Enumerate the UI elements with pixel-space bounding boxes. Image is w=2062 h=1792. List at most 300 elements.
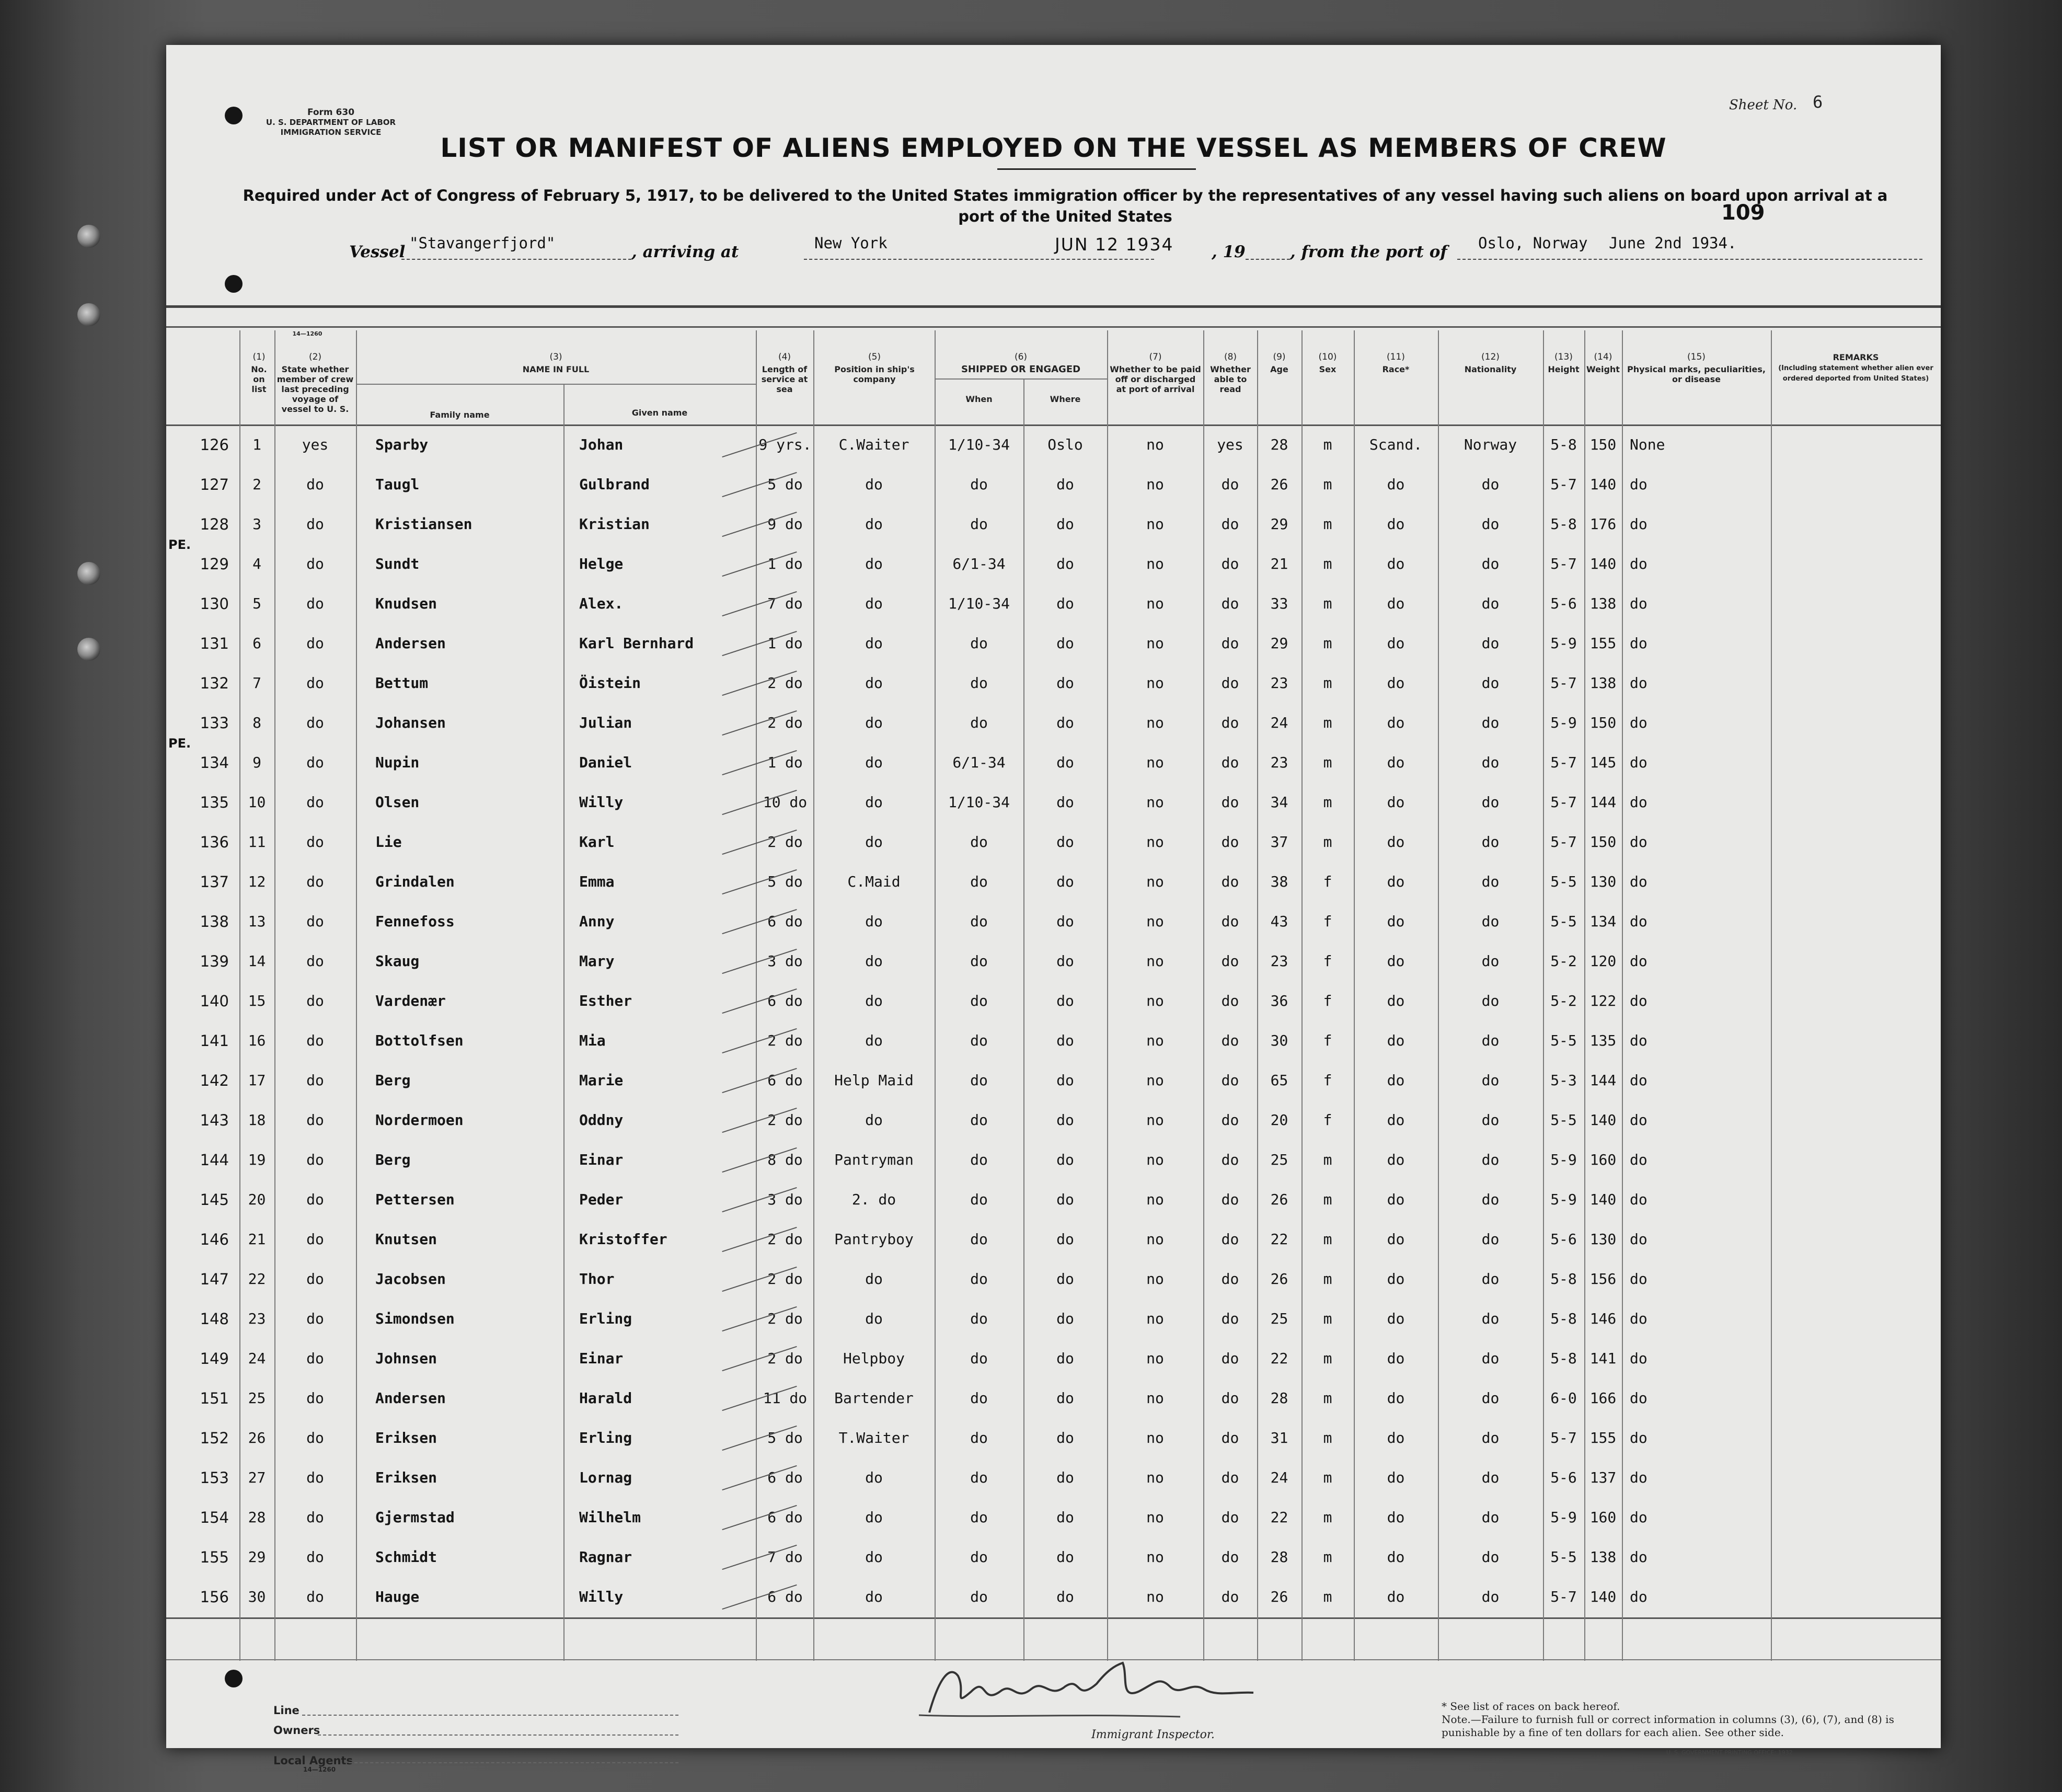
header-remarks: REMARKS (Including statement whether alien ever ordered deported from United States) bbox=[1778, 352, 1933, 383]
cell-age: 25 bbox=[1270, 1151, 1288, 1168]
subtitle-line-1: Required under Act of Congress of February 5, 1917, to be delivered to the United States immigration officer by the representatives of any vessel having such aliens on board upon arrival at a bbox=[243, 187, 1888, 204]
cell-height: 5-6 bbox=[1550, 1231, 1577, 1248]
cell-paid: no bbox=[1146, 714, 1164, 731]
cell-marks: do bbox=[1630, 873, 1648, 890]
cell-when: do bbox=[970, 1310, 988, 1327]
cell-race: Scand. bbox=[1369, 436, 1423, 453]
cell-service: 2 do bbox=[767, 1231, 803, 1248]
cell-read: do bbox=[1221, 476, 1239, 493]
cell-read: do bbox=[1221, 1310, 1239, 1327]
cell-age: 25 bbox=[1270, 1310, 1288, 1327]
header-shipped-or-engaged: (6) SHIPPED OR ENGAGED bbox=[961, 352, 1081, 375]
cell-race: do bbox=[1387, 1588, 1405, 1605]
cell-given: Einar bbox=[579, 1151, 624, 1168]
cell-weight: 138 bbox=[1589, 595, 1617, 612]
cell-service: 5 do bbox=[767, 476, 803, 493]
header-given-name: Given name bbox=[631, 408, 688, 418]
owners-field bbox=[318, 1734, 678, 1736]
table-row bbox=[166, 537, 1941, 583]
cell-when: do bbox=[970, 1270, 988, 1288]
cell-paid: no bbox=[1146, 1310, 1164, 1327]
cell-no: 19 bbox=[248, 1151, 266, 1168]
cell-given: Karl bbox=[579, 833, 615, 851]
cell-position: do bbox=[865, 1032, 883, 1049]
cell-prev: do bbox=[306, 1588, 324, 1605]
cell-nat: do bbox=[1481, 1588, 1500, 1605]
header-shipped-when: When bbox=[965, 394, 993, 404]
cell-family: Knutsen bbox=[375, 1231, 437, 1248]
cell-when: do bbox=[970, 1469, 988, 1486]
cell-family: Taugl bbox=[375, 476, 420, 493]
cell-position: Helpboy bbox=[843, 1350, 905, 1367]
cell-height: 5-5 bbox=[1550, 1111, 1577, 1129]
cell-marks: do bbox=[1630, 1032, 1648, 1049]
cell-sex: m bbox=[1323, 1548, 1332, 1566]
cell-when: do bbox=[970, 1429, 988, 1446]
cell-read: do bbox=[1221, 1548, 1239, 1566]
cell-paid: no bbox=[1146, 635, 1164, 652]
cell-when: 1/10-34 bbox=[948, 595, 1010, 612]
cell-position: T.Waiter bbox=[838, 1429, 909, 1446]
cell-marks: do bbox=[1630, 1469, 1648, 1486]
cell-marks: do bbox=[1630, 794, 1648, 811]
cell-height: 5-5 bbox=[1550, 913, 1577, 930]
cell-age: 28 bbox=[1270, 1548, 1288, 1566]
cell-age: 28 bbox=[1270, 436, 1288, 453]
cell-weight: 140 bbox=[1589, 1588, 1617, 1605]
cell-height: 5-5 bbox=[1550, 1032, 1577, 1049]
cell-sex: m bbox=[1323, 1469, 1332, 1486]
cell-age: 31 bbox=[1270, 1429, 1288, 1446]
cell-given: Esther bbox=[579, 992, 632, 1009]
cell-race: do bbox=[1387, 1389, 1405, 1407]
cell-no: 14 bbox=[248, 952, 266, 970]
cell-race: do bbox=[1387, 833, 1405, 851]
cell-weight: 140 bbox=[1589, 476, 1617, 493]
cell-paid: no bbox=[1146, 1588, 1164, 1605]
sequence-number: 142 bbox=[200, 1072, 229, 1089]
cell-paid: no bbox=[1146, 1111, 1164, 1129]
cell-sex: m bbox=[1323, 1429, 1332, 1446]
cell-age: 24 bbox=[1270, 1469, 1288, 1486]
cell-race: do bbox=[1387, 1469, 1405, 1486]
cell-where: do bbox=[1056, 754, 1074, 771]
cell-position: do bbox=[865, 833, 883, 851]
cell-marks: do bbox=[1630, 913, 1648, 930]
cell-given: Julian bbox=[579, 714, 632, 731]
cell-paid: no bbox=[1146, 952, 1164, 970]
cell-position: do bbox=[865, 595, 883, 612]
cell-where: do bbox=[1056, 913, 1074, 930]
cell-paid: no bbox=[1146, 1032, 1164, 1049]
cell-given: Peder bbox=[579, 1191, 624, 1208]
cell-nat: do bbox=[1481, 555, 1500, 572]
header-physical-marks: (15) Physical marks, peculiarities, or disease bbox=[1627, 352, 1766, 384]
cell-given: Karl Bernhard bbox=[579, 635, 694, 652]
cell-race: do bbox=[1387, 1151, 1405, 1168]
cell-position: do bbox=[865, 515, 883, 533]
manifest-table bbox=[166, 258, 1941, 1659]
cell-sex: f bbox=[1323, 913, 1332, 930]
cell-prev: do bbox=[306, 1350, 324, 1367]
cell-paid: no bbox=[1146, 1350, 1164, 1367]
cell-prev: do bbox=[306, 992, 324, 1009]
cell-service: 2 do bbox=[767, 714, 803, 731]
cell-race: do bbox=[1387, 1350, 1405, 1367]
cell-paid: no bbox=[1146, 555, 1164, 572]
cell-when: do bbox=[970, 714, 988, 731]
cell-paid: no bbox=[1146, 1389, 1164, 1407]
cell-no: 12 bbox=[248, 873, 266, 890]
cell-no: 10 bbox=[248, 794, 266, 811]
sequence-number: 145 bbox=[200, 1191, 229, 1209]
cell-height: 5-9 bbox=[1550, 714, 1577, 731]
cell-height: 5-2 bbox=[1550, 952, 1577, 970]
cell-family: Olsen bbox=[375, 794, 420, 811]
cell-where: do bbox=[1056, 1509, 1074, 1526]
cell-age: 36 bbox=[1270, 992, 1288, 1009]
cell-race: do bbox=[1387, 515, 1405, 533]
cell-sex: m bbox=[1323, 1270, 1332, 1288]
cell-weight: 140 bbox=[1589, 1111, 1617, 1129]
punch-hole bbox=[225, 107, 243, 124]
cell-service: 1 do bbox=[767, 754, 803, 771]
cell-age: 37 bbox=[1270, 833, 1288, 851]
cell-read: do bbox=[1221, 674, 1239, 692]
cell-no: 11 bbox=[248, 833, 266, 851]
cell-paid: no bbox=[1146, 754, 1164, 771]
cell-service: 6 do bbox=[767, 1469, 803, 1486]
cell-marks: None bbox=[1630, 436, 1665, 453]
sequence-number: 139 bbox=[200, 952, 229, 970]
cell-marks: do bbox=[1630, 1270, 1648, 1288]
cell-prev: do bbox=[306, 595, 324, 612]
cell-read: do bbox=[1221, 1350, 1239, 1367]
table-row bbox=[166, 823, 1941, 861]
cell-service: 2 do bbox=[767, 1111, 803, 1129]
sequence-number: 135 bbox=[200, 794, 229, 811]
cell-weight: 155 bbox=[1589, 635, 1617, 652]
cell-given: Marie bbox=[579, 1072, 624, 1089]
cell-no: 2 bbox=[252, 476, 261, 493]
cell-height: 5-2 bbox=[1550, 992, 1577, 1009]
cell-age: 21 bbox=[1270, 555, 1288, 572]
cell-prev: do bbox=[306, 1548, 324, 1566]
cell-no: 17 bbox=[248, 1072, 266, 1089]
cell-nat: do bbox=[1481, 595, 1500, 612]
cell-service: 6 do bbox=[767, 992, 803, 1009]
cell-nat: do bbox=[1481, 1231, 1500, 1248]
sequence-number: 136 bbox=[200, 833, 229, 851]
cell-when: do bbox=[970, 952, 988, 970]
sheet-label: Sheet No. bbox=[1729, 97, 1798, 113]
cell-no: 29 bbox=[248, 1548, 266, 1566]
cell-family: Andersen bbox=[375, 635, 446, 652]
header-height: (13) Height bbox=[1548, 352, 1580, 374]
footer-notes bbox=[1442, 1700, 1933, 1739]
cell-read: do bbox=[1221, 1231, 1239, 1248]
cell-read: do bbox=[1221, 555, 1239, 572]
cell-marks: do bbox=[1630, 1548, 1648, 1566]
cell-nat: do bbox=[1481, 1350, 1500, 1367]
cell-read: do bbox=[1221, 1191, 1239, 1208]
cell-read: do bbox=[1221, 913, 1239, 930]
cell-where: do bbox=[1056, 555, 1074, 572]
cell-marks: do bbox=[1630, 1588, 1648, 1605]
cell-family: Fennefoss bbox=[375, 913, 455, 930]
cell-sex: m bbox=[1323, 555, 1332, 572]
table-row bbox=[166, 1260, 1941, 1298]
cell-given: Emma bbox=[579, 873, 615, 890]
subheader-rule bbox=[356, 384, 756, 385]
cell-nat: Norway bbox=[1464, 436, 1517, 453]
cell-no: 22 bbox=[248, 1270, 266, 1288]
cell-service: 2 do bbox=[767, 1310, 803, 1327]
cell-when: do bbox=[970, 1509, 988, 1526]
table-row bbox=[166, 1379, 1941, 1417]
cell-when: do bbox=[970, 833, 988, 851]
sequence-number: 130 bbox=[200, 595, 229, 613]
cell-position: do bbox=[865, 794, 883, 811]
cell-position: do bbox=[865, 913, 883, 930]
cell-given: Helge bbox=[579, 555, 624, 572]
cell-family: Gjermstad bbox=[375, 1509, 455, 1526]
cell-prev: do bbox=[306, 1111, 324, 1129]
cell-marks: do bbox=[1630, 1151, 1648, 1168]
header-age: (9) Age bbox=[1270, 352, 1288, 374]
cell-no: 13 bbox=[248, 913, 266, 930]
sequence-number: 153 bbox=[200, 1469, 229, 1487]
cell-weight: 141 bbox=[1589, 1350, 1617, 1367]
table-row bbox=[166, 704, 1941, 742]
cell-marks: do bbox=[1630, 595, 1648, 612]
sequence-number: 126 bbox=[200, 436, 229, 454]
cell-position: do bbox=[865, 714, 883, 731]
cell-paid: no bbox=[1146, 1429, 1164, 1446]
cell-given: Ragnar bbox=[579, 1548, 632, 1566]
cell-when: do bbox=[970, 515, 988, 533]
cell-nat: do bbox=[1481, 754, 1500, 771]
sequence-number: 147 bbox=[200, 1270, 229, 1288]
cell-age: 30 bbox=[1270, 1032, 1288, 1049]
cell-marks: do bbox=[1630, 476, 1648, 493]
cell-when: do bbox=[970, 476, 988, 493]
cell-nat: do bbox=[1481, 1191, 1500, 1208]
cell-family: Hauge bbox=[375, 1588, 420, 1605]
sequence-number: 129 bbox=[200, 555, 229, 573]
cell-race: do bbox=[1387, 913, 1405, 930]
cell-sex: m bbox=[1323, 1350, 1332, 1367]
cell-position: do bbox=[865, 992, 883, 1009]
cell-no: 24 bbox=[248, 1350, 266, 1367]
cell-marks: do bbox=[1630, 635, 1648, 652]
cell-given: Erling bbox=[579, 1429, 632, 1446]
cell-given: Kristian bbox=[579, 515, 650, 533]
cell-position: do bbox=[865, 952, 883, 970]
table-row bbox=[166, 982, 1941, 1020]
sequence-number: 155 bbox=[200, 1548, 229, 1566]
cell-no: 6 bbox=[252, 635, 261, 652]
cell-sex: f bbox=[1323, 873, 1332, 890]
cell-read: yes bbox=[1217, 436, 1243, 453]
cell-race: do bbox=[1387, 952, 1405, 970]
cell-prev: do bbox=[306, 714, 324, 731]
cell-nat: do bbox=[1481, 714, 1500, 731]
cell-no: 16 bbox=[248, 1032, 266, 1049]
cell-marks: do bbox=[1630, 1429, 1648, 1446]
cell-marks: do bbox=[1630, 1111, 1648, 1129]
cell-position: do bbox=[865, 1270, 883, 1288]
cell-nat: do bbox=[1481, 476, 1500, 493]
cell-no: 18 bbox=[248, 1111, 266, 1129]
header-previous-voyage: (2) State whether member of crew last preceding voyage of vessel to U. S. bbox=[277, 352, 354, 414]
cell-where: do bbox=[1056, 952, 1074, 970]
cell-height: 5-7 bbox=[1550, 555, 1577, 572]
cell-where: do bbox=[1056, 515, 1074, 533]
cell-where: do bbox=[1056, 1588, 1074, 1605]
cell-marks: do bbox=[1630, 1191, 1648, 1208]
cell-paid: no bbox=[1146, 913, 1164, 930]
arriving-port: New York bbox=[814, 234, 888, 252]
inspector-label: Immigrant Inspector. bbox=[1091, 1728, 1215, 1741]
cell-read: do bbox=[1221, 1032, 1239, 1049]
table-row bbox=[166, 1061, 1941, 1099]
cell-sex: m bbox=[1323, 1389, 1332, 1407]
cell-marks: do bbox=[1630, 833, 1648, 851]
document-subtitle bbox=[229, 185, 1902, 227]
cell-given: Mia bbox=[579, 1032, 606, 1049]
cell-age: 22 bbox=[1270, 1231, 1288, 1248]
cell-position: 2. do bbox=[851, 1191, 896, 1208]
cell-nat: do bbox=[1481, 1310, 1500, 1327]
cell-height: 5-7 bbox=[1550, 476, 1577, 493]
table-row bbox=[166, 1141, 1941, 1179]
cell-position: do bbox=[865, 476, 883, 493]
cell-prev: do bbox=[306, 1469, 324, 1486]
cell-age: 20 bbox=[1270, 1111, 1288, 1129]
cell-where: do bbox=[1056, 1151, 1074, 1168]
cell-sex: m bbox=[1323, 476, 1332, 493]
cell-position: do bbox=[865, 1310, 883, 1327]
cell-family: Sparby bbox=[375, 436, 429, 453]
cell-service: 7 do bbox=[767, 1548, 803, 1566]
cell-read: do bbox=[1221, 873, 1239, 890]
sequence-number: 148 bbox=[200, 1310, 229, 1328]
table-row bbox=[166, 1498, 1941, 1536]
cell-family: Kristiansen bbox=[375, 515, 473, 533]
table-row bbox=[166, 1101, 1941, 1139]
cell-prev: do bbox=[306, 515, 324, 533]
cell-height: 5-5 bbox=[1550, 873, 1577, 890]
cell-age: 23 bbox=[1270, 754, 1288, 771]
cell-race: do bbox=[1387, 1310, 1405, 1327]
cell-nat: do bbox=[1481, 1032, 1500, 1049]
cell-nat: do bbox=[1481, 1111, 1500, 1129]
sheet-number: 6 bbox=[1813, 92, 1823, 112]
sequence-number: 138 bbox=[200, 913, 229, 931]
table-row bbox=[166, 1578, 1941, 1616]
cell-service: 3 do bbox=[767, 1191, 803, 1208]
cell-nat: do bbox=[1481, 635, 1500, 652]
cell-nat: do bbox=[1481, 833, 1500, 851]
cell-family: Lie bbox=[375, 833, 402, 851]
table-row bbox=[166, 1300, 1941, 1338]
cell-nat: do bbox=[1481, 1509, 1500, 1526]
cell-where: do bbox=[1056, 1429, 1074, 1446]
cell-family: Sundt bbox=[375, 555, 420, 572]
cell-prev: do bbox=[306, 1429, 324, 1446]
cell-position: Pantryman bbox=[834, 1151, 914, 1168]
cell-prev: do bbox=[306, 1310, 324, 1327]
cell-marks: do bbox=[1630, 1389, 1648, 1407]
cell-marks: do bbox=[1630, 1350, 1648, 1367]
binder-ring bbox=[77, 225, 100, 248]
cell-read: do bbox=[1221, 992, 1239, 1009]
cell-where: do bbox=[1056, 794, 1074, 811]
sequence-number: 132 bbox=[200, 674, 229, 692]
cell-age: 26 bbox=[1270, 1588, 1288, 1605]
cell-age: 38 bbox=[1270, 873, 1288, 890]
cell-family: Eriksen bbox=[375, 1429, 437, 1446]
cell-nat: do bbox=[1481, 1429, 1500, 1446]
cell-race: do bbox=[1387, 635, 1405, 652]
cell-weight: 137 bbox=[1589, 1469, 1617, 1486]
cell-prev: do bbox=[306, 913, 324, 930]
cell-sex: m bbox=[1323, 436, 1332, 453]
department: U. S. DEPARTMENT OF LABOR bbox=[266, 118, 396, 127]
cell-race: do bbox=[1387, 476, 1405, 493]
cell-marks: do bbox=[1630, 952, 1648, 970]
sequence-number: 141 bbox=[200, 1032, 229, 1050]
arriving-label: , arriving at bbox=[631, 243, 739, 261]
cell-nat: do bbox=[1481, 952, 1500, 970]
cell-service: 11 do bbox=[763, 1389, 808, 1407]
cell-service: 2 do bbox=[767, 674, 803, 692]
departure-date: June 2nd 1934. bbox=[1609, 234, 1737, 252]
header-paid-off: (7) Whether to be paid off or discharged at port of arrival bbox=[1110, 352, 1201, 394]
cell-prev: do bbox=[306, 1191, 324, 1208]
cell-when: do bbox=[970, 1151, 988, 1168]
header-small-code: 14—1260 bbox=[292, 330, 322, 337]
cell-prev: do bbox=[306, 1151, 324, 1168]
cell-when: do bbox=[970, 1111, 988, 1129]
cell-prev: do bbox=[306, 1072, 324, 1089]
cell-marks: do bbox=[1630, 515, 1648, 533]
table-row bbox=[166, 624, 1941, 662]
cell-family: Andersen bbox=[375, 1389, 446, 1407]
cell-position: do bbox=[865, 555, 883, 572]
cell-weight: 150 bbox=[1589, 833, 1617, 851]
cell-when: do bbox=[970, 674, 988, 692]
cell-where: do bbox=[1056, 1191, 1074, 1208]
cell-height: 5-8 bbox=[1550, 1270, 1577, 1288]
cell-race: do bbox=[1387, 1032, 1405, 1049]
cell-weight: 130 bbox=[1589, 873, 1617, 890]
cell-where: do bbox=[1056, 1072, 1074, 1089]
cell-race: do bbox=[1387, 1509, 1405, 1526]
cell-height: 5-7 bbox=[1550, 1429, 1577, 1446]
cell-service: 7 do bbox=[767, 595, 803, 612]
cell-position: Bartender bbox=[834, 1389, 914, 1407]
cell-service: 6 do bbox=[767, 913, 803, 930]
cell-nat: do bbox=[1481, 873, 1500, 890]
cell-position: do bbox=[865, 1111, 883, 1129]
cell-nat: do bbox=[1481, 1270, 1500, 1288]
cell-where: do bbox=[1056, 476, 1074, 493]
cell-marks: do bbox=[1630, 555, 1648, 572]
cell-race: do bbox=[1387, 794, 1405, 811]
cell-given: Öistein bbox=[579, 674, 641, 692]
